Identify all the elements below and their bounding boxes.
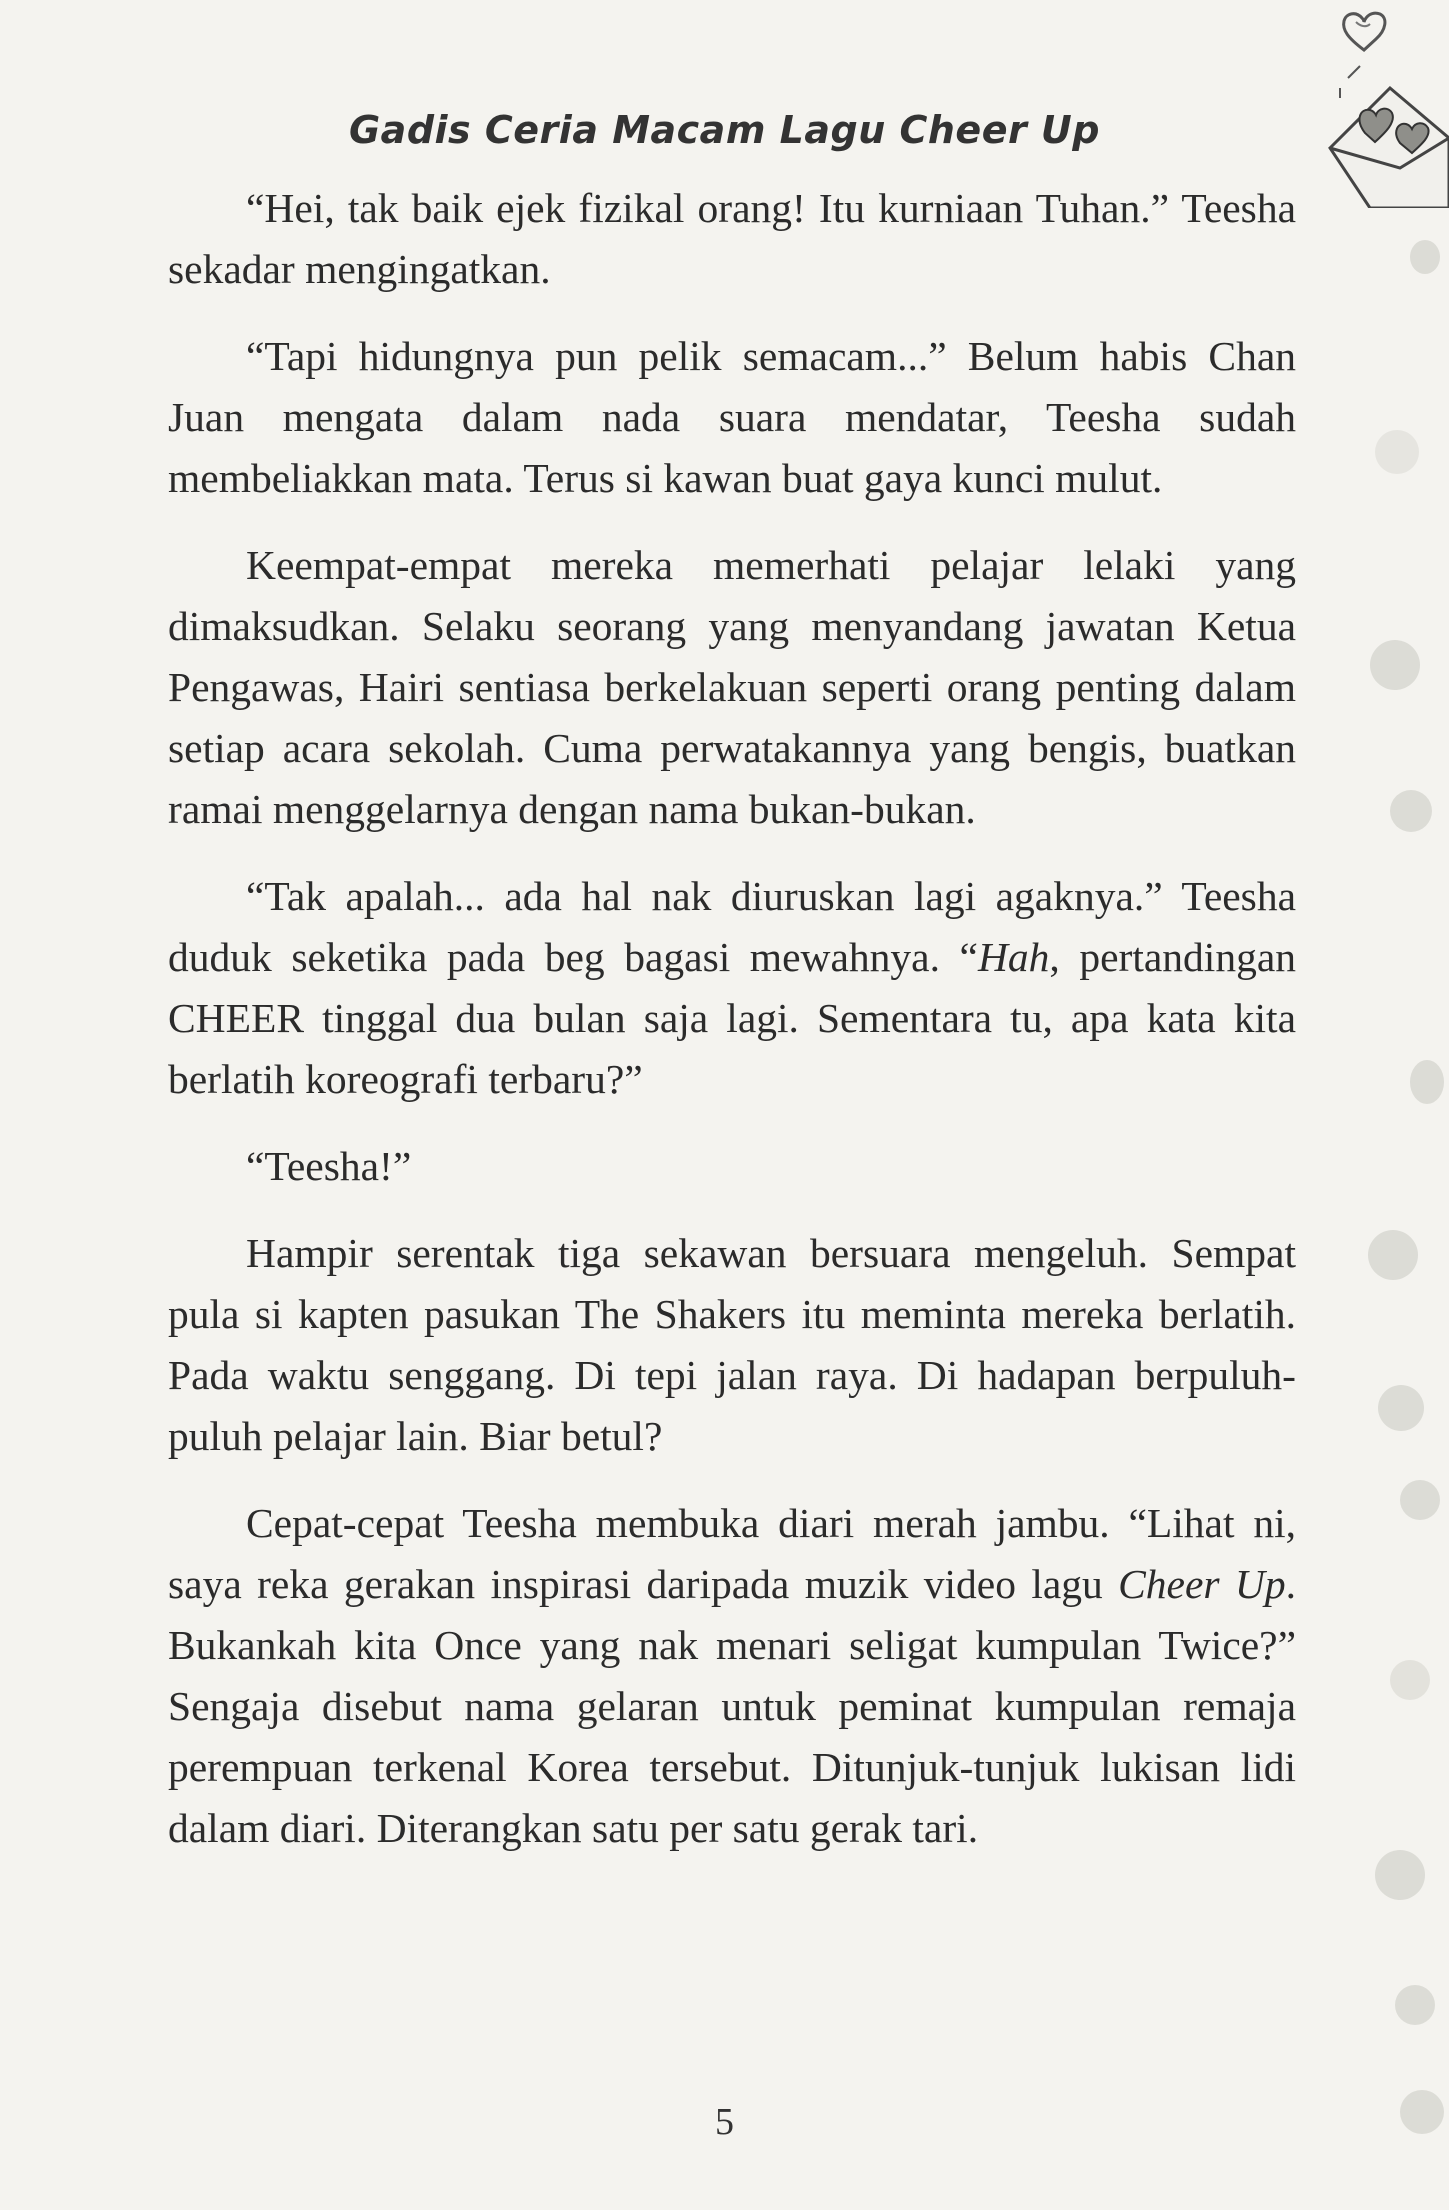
paragraph-7-part-3: . Bukankah kita Once yang nak menari seligat kumpulan Twice?” Sengaja disebut nama gelaran untuk peminat kumpulan remaja perempuan terkenal Korea tersebut. Ditunjuk-tunjuk lukisan lidi dalam diari. Diterangkan satu per satu gerak tari. (168, 1561, 1296, 1851)
edge-dot (1400, 1480, 1440, 1520)
paragraph-1: “Hei, tak baik ejek fizikal orang! Itu kurniaan Tuhan.” Teesha sekadar mengingatkan. (168, 185, 1296, 292)
paragraph-4 (168, 866, 1296, 1110)
heart-icon (1338, 6, 1390, 56)
edge-dot (1370, 640, 1420, 690)
paragraph-7 (168, 1493, 1296, 1859)
edge-dot (1368, 1230, 1418, 1280)
running-title: Gadis Ceria Macam Lagu Cheer Up (348, 108, 1100, 152)
edge-dot (1375, 1850, 1425, 1900)
edge-dot (1395, 1985, 1435, 2025)
edge-dot (1410, 240, 1440, 274)
paragraph-7-italic: Cheer Up (1118, 1561, 1286, 1607)
paragraph-7-part-1: Cepat-cepat Teesha membuka diari merah jambu. “Lihat ni, saya reka gerakan inspirasi daripada muzik video lagu (168, 1500, 1296, 1607)
edge-dot (1390, 790, 1432, 832)
body-text (168, 178, 1296, 1885)
edge-dot (1390, 1660, 1430, 1700)
paragraph-4-part-1: “Tak apalah... ada hal nak diuruskan lagi agaknya.” Teesha duduk seketika pada beg bagasi mewahnya. “ (168, 873, 1296, 980)
edge-dot (1410, 1060, 1444, 1104)
edge-dot (1375, 430, 1419, 474)
paragraph-4-part-3: , pertandingan CHEER tinggal dua bulan saja lagi. Sementara tu, apa kata kita berlatih koreografi terbaru?” (168, 934, 1296, 1102)
paragraph-6: Hampir serentak tiga sekawan bersuara mengeluh. Sempat pula si kapten pasukan The Shakers itu meminta mereka berlatih. Pada waktu senggang. Di tepi jalan raya. Di hadapan berpuluh-puluh pelajar lain. Biar betul? (168, 1230, 1296, 1459)
page-number: 5 (715, 2101, 734, 2143)
paragraph-3: Keempat-empat mereka memerhati pelajar lelaki yang dimaksudkan. Selaku seorang yang menyandang jawatan Ketua Pengawas, Hairi sentiasa berkelakuan seperti orang penting dalam setiap acara sekolah. Cuma perwatakannya yang bengis, buatkan ramai menggelarnya dengan nama bukan-bukan. (168, 542, 1296, 832)
paragraph-4-italic: Hah (977, 934, 1050, 980)
paragraph-5: “Teesha!” (246, 1143, 412, 1189)
paragraph-2: “Tapi hidungnya pun pelik semacam...” Belum habis Chan Juan mengata dalam nada suara mendatar, Teesha sudah membeliakkan mata. Terus si kawan buat gaya kunci mulut. (168, 333, 1296, 501)
edge-dot (1378, 1385, 1424, 1431)
